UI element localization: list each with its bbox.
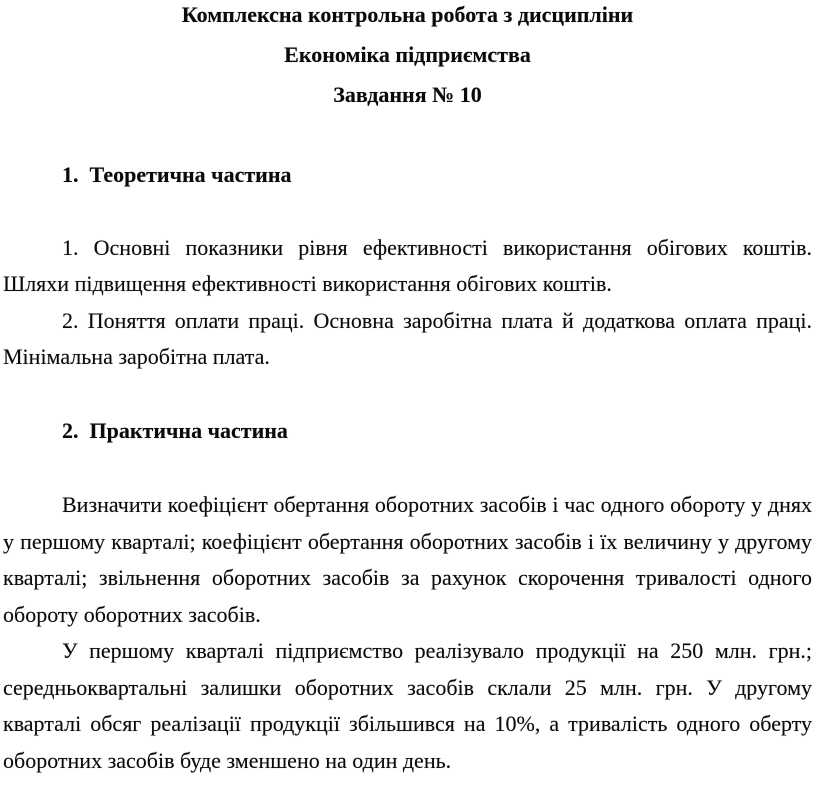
section-theoretical: [3, 157, 812, 376]
paragraph-theory-question-1: 1. Основні показники рівня ефективності використання обігових коштів. Шляхи підвищення ефективності використання обігових коштів.: [3, 234, 812, 296]
title-line-discipline: Економіка підприємства: [284, 42, 531, 67]
title-line-task-number: Завдання № 10: [333, 82, 482, 107]
document-title: [3, 0, 812, 115]
paragraph-practical-data: У першому кварталі підприємство реалізувало продукції на 250 млн. грн.; середньоквартальні залишки оборотних засобів склали 25 млн. грн. У другому кварталі обсяг реалізації продукції збільшився на 10%, а тривалість одного оберту оборотних засобів буде зменшено на один день.: [3, 638, 812, 773]
paragraph-theory-question-2: 2. Поняття оплати праці. Основна заробітна плата й додаткова оплата праці. Мінімальна заробітна плата.: [3, 307, 812, 369]
heading-number: 2.: [62, 417, 79, 443]
section-heading-practical: [3, 413, 812, 450]
paragraph-practical-task: Визначити коефіцієнт обертання оборотних засобів і час одного обороту у днях у першому кварталі; коефіцієнт обертання оборотних засобів і їх величину у другому кварталі; звільнення оборотних засобів за рахунок скорочення тривалості одного обороту оборотних засобів.: [3, 492, 812, 627]
heading-number: 1.: [62, 162, 79, 187]
title-line-work-type: Комплексна контрольна робота з дисципліни: [181, 2, 634, 27]
heading-label: Практична частина: [89, 417, 288, 443]
section-practical: [3, 413, 812, 780]
section-heading-theoretical: [3, 157, 812, 194]
heading-label: Теоретична частина: [89, 162, 292, 187]
